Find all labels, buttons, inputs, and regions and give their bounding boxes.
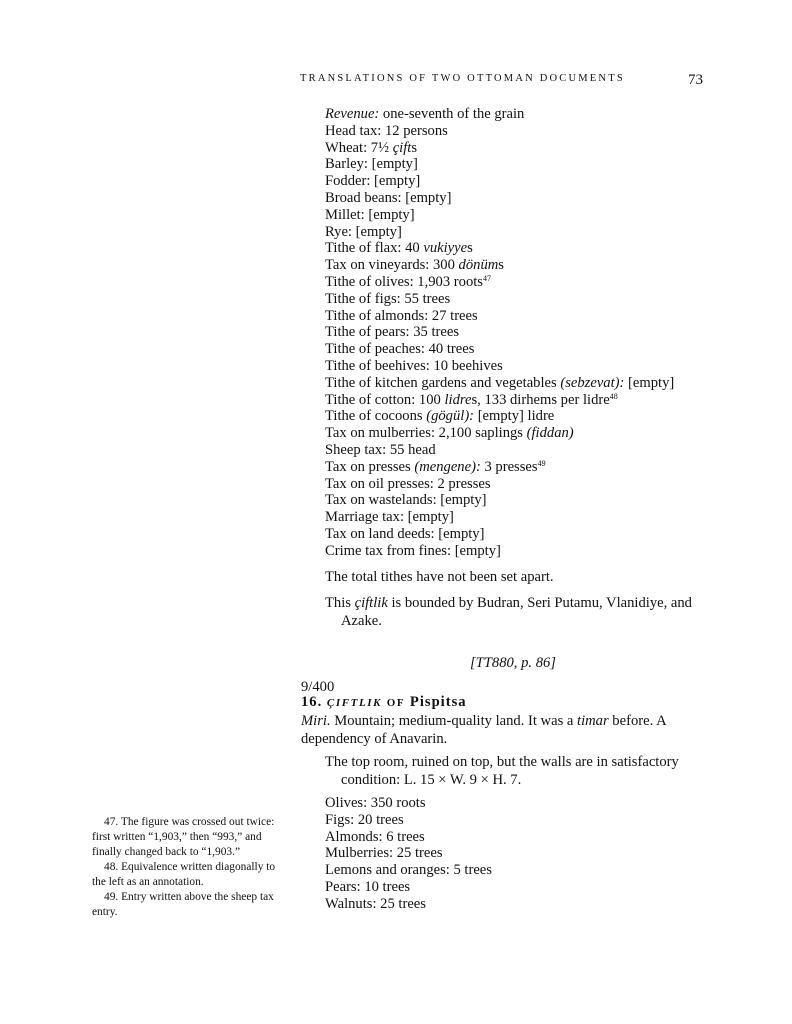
revenue-line	[325, 123, 674, 140]
bounds-post: is bounded by Budran, Seri Putamu, Vlanidiye, and Azake.	[341, 595, 692, 629]
miri-timar: timar	[577, 713, 609, 729]
revenue-it: (sebzevat):	[560, 374, 625, 391]
revenue-pre: Tax on presses	[325, 458, 415, 475]
tree-line: Lemons and oranges: 5 trees	[325, 862, 492, 879]
revenue-line	[325, 324, 674, 341]
section-heading	[301, 694, 467, 711]
tree-line: Pears: 10 trees	[325, 878, 411, 895]
revenue-pre: Wheat: 7½	[325, 139, 393, 156]
revenue-pre: Head tax: 12 persons	[325, 122, 448, 139]
section-place: Pispitsa	[409, 694, 467, 710]
revenue-pre: Tithe of figs: 55 trees	[325, 290, 451, 307]
revenue-pre: Tithe of pears: 35 trees	[325, 324, 460, 341]
revenue-line	[325, 358, 674, 375]
revenue-it: (mengene):	[414, 458, 481, 475]
revenue-post: [empty]	[624, 374, 675, 391]
footnote-ref: 47	[482, 273, 491, 283]
revenue-line	[325, 140, 674, 157]
revenue-line	[325, 156, 674, 173]
miri-text-2: before. A dependency of Anavarin.	[301, 713, 666, 747]
revenue-pre: Tax on land deeds: [empty]	[325, 525, 485, 542]
folio-number: 9/400	[301, 679, 335, 695]
footnote-ref: 49	[537, 458, 546, 468]
revenue-it: dönüm	[458, 257, 499, 274]
revenue-it: Revenue:	[325, 106, 380, 122]
revenue-pre: Tithe of olives: 1,903 roots	[325, 273, 483, 290]
tree-line: Walnuts: 25 trees	[325, 895, 426, 912]
section-of: OF	[386, 697, 406, 709]
page-number: 73	[688, 72, 703, 88]
tree-line: Figs: 20 trees	[325, 811, 404, 828]
revenue-line	[325, 224, 674, 241]
revenue-it: lidre	[444, 391, 472, 408]
revenue-line	[325, 392, 674, 409]
tree-line: Mulberries: 25 trees	[325, 845, 443, 862]
revenue-pre: Tithe of cocoons	[325, 408, 427, 425]
tree-list	[325, 795, 492, 913]
revenue-line	[325, 207, 674, 224]
revenue-post: one-seventh of the grain	[379, 106, 525, 122]
revenue-it: (fiddan)	[526, 425, 574, 442]
tower-note: The top room, ruined on top, but the walls are in satisfactory condition: L. 15 × W. 9 × H. 7.	[325, 754, 679, 788]
revenue-line	[325, 106, 674, 123]
revenue-pre: Tithe of flax: 40	[325, 240, 424, 257]
citation: [TT880, p. 86]	[470, 655, 556, 671]
revenue-line	[325, 543, 674, 560]
revenue-line	[325, 459, 674, 476]
revenue-post: s	[411, 139, 418, 156]
revenue-it: (gögül):	[426, 408, 475, 425]
footnote: 47. The figure was crossed out twice: first written “1,903,” then “993,” and finally changed back to “1,903.”	[92, 816, 275, 858]
revenue-pre: Tithe of beehives: 10 beehives	[325, 357, 503, 374]
revenue-list	[325, 106, 674, 560]
revenue-post: 3 presses	[480, 458, 538, 475]
revenue-pre: Fodder: [empty]	[325, 173, 421, 190]
revenue-line	[325, 476, 674, 493]
revenue-pre: Sheep tax: 55 head	[325, 441, 436, 458]
revenue-pre: Tithe of peaches: 40 trees	[325, 341, 475, 358]
revenue-line	[325, 190, 674, 207]
revenue-pre: Crime tax from fines: [empty]	[325, 542, 501, 559]
tithes-note: The total tithes have not been set apart.	[325, 569, 554, 585]
revenue-line	[325, 425, 674, 442]
revenue-pre: Barley: [empty]	[325, 156, 418, 173]
miri-label: Miri.	[301, 713, 331, 729]
revenue-line	[325, 291, 674, 308]
section-name: ÇIFTLIK	[326, 697, 383, 709]
section-number: 16.	[301, 694, 323, 710]
running-head: TRANSLATIONS OF TWO OTTOMAN DOCUMENTS	[300, 73, 625, 84]
revenue-line	[325, 442, 674, 459]
revenue-pre: Tithe of kitchen gardens and vegetables	[325, 374, 561, 391]
revenue-line	[325, 240, 674, 257]
bounds-paragraph	[325, 594, 706, 630]
revenue-pre: Rye: [empty]	[325, 223, 402, 240]
revenue-line	[325, 257, 674, 274]
footnotes	[92, 815, 284, 920]
revenue-pre: Millet: [empty]	[325, 206, 415, 223]
revenue-line	[325, 173, 674, 190]
revenue-line	[325, 274, 674, 291]
revenue-pre: Tithe of almonds: 27 trees	[325, 307, 478, 324]
bounds-pre: This	[325, 595, 355, 611]
miri-text-1: Mountain; medium-quality land. It was a	[330, 713, 578, 729]
revenue-post: s, 133 dirhems per lidre	[471, 391, 610, 408]
revenue-post: s	[467, 240, 473, 257]
revenue-post: [empty] lidre	[474, 408, 555, 425]
revenue-pre: Marriage tax: [empty]	[325, 509, 454, 526]
revenue-post: s	[498, 257, 504, 274]
revenue-line	[325, 375, 674, 392]
revenue-line	[325, 308, 674, 325]
revenue-pre: Tithe of cotton: 100	[325, 391, 445, 408]
revenue-pre: Tax on oil presses: 2 presses	[325, 475, 491, 492]
footnote: 48. Equivalence written diagonally to the left as an annotation.	[92, 861, 276, 888]
revenue-line	[325, 492, 674, 509]
revenue-pre: Broad beans: [empty]	[325, 189, 452, 206]
revenue-line	[325, 509, 674, 526]
revenue-it: vukiyye	[423, 240, 468, 257]
tree-line: Olives: 350 roots	[325, 795, 426, 811]
footnote: 49. Entry written above the sheep tax entry.	[92, 891, 274, 918]
revenue-line	[325, 408, 674, 425]
revenue-line	[325, 526, 674, 543]
bounds-italic: çiftlik	[354, 595, 388, 611]
tree-line: Almonds: 6 trees	[325, 828, 425, 845]
revenue-pre: Tax on wastelands: [empty]	[325, 492, 487, 509]
revenue-pre: Tax on vineyards: 300	[325, 257, 459, 274]
footnote-ref: 48	[609, 391, 618, 401]
revenue-line	[325, 341, 674, 358]
revenue-pre: Tax on mulberries: 2,100 saplings	[325, 425, 527, 442]
miri-paragraph	[301, 712, 701, 748]
revenue-it: çift	[392, 139, 412, 156]
